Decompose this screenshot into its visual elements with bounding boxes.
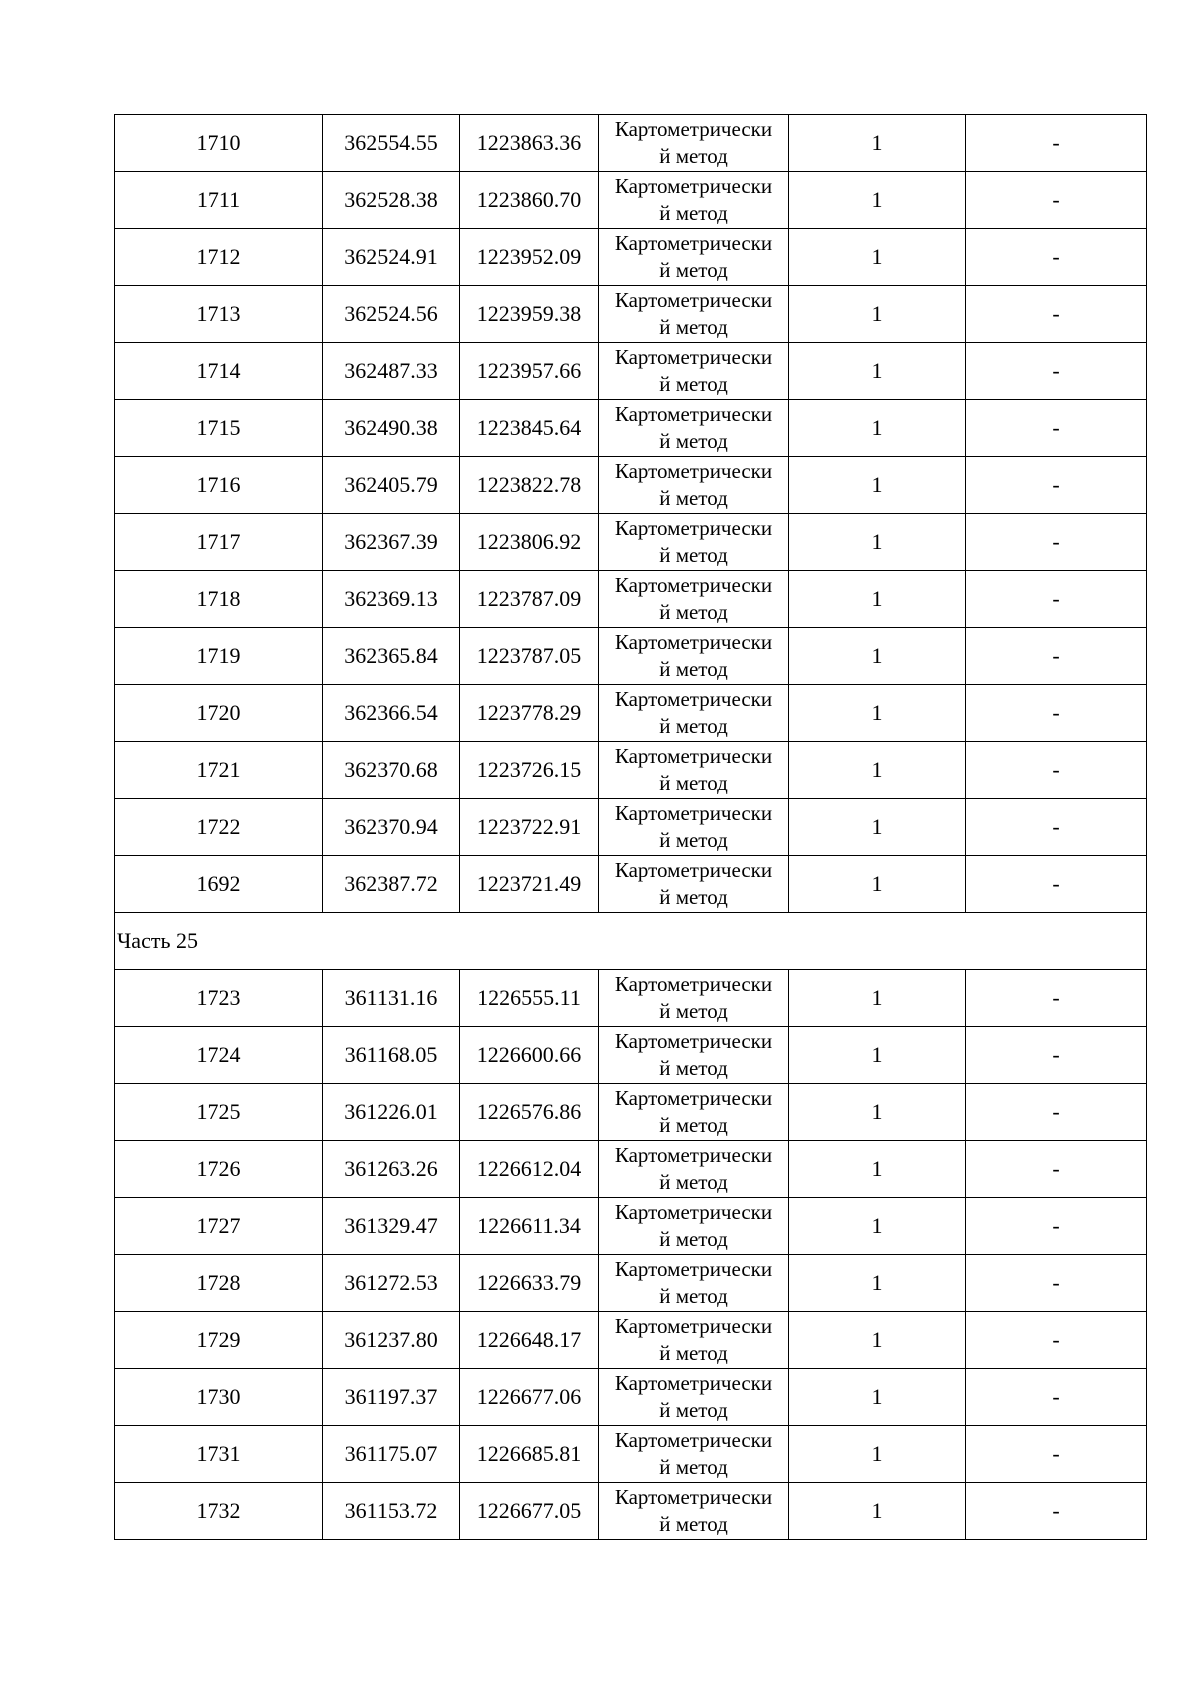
table-row [115,1255,1147,1312]
y-coordinate-cell: 1223952.09 [460,229,599,286]
y-coordinate-cell: 1226576.86 [460,1084,599,1141]
y-coordinate-cell: 1223726.15 [460,742,599,799]
accuracy-cell: 1 [789,229,966,286]
method-cell [599,1426,789,1483]
method-text-line-2: й метод [659,144,728,168]
method-text-line-1: Картометрически [614,231,773,255]
x-coordinate-cell: 362487.33 [323,343,460,400]
method-text-line-1: Картометрически [614,516,773,540]
x-coordinate-cell: 361131.16 [323,970,460,1027]
accuracy-cell: 1 [789,172,966,229]
note-cell: - [966,856,1147,913]
x-coordinate-cell: 362387.72 [323,856,460,913]
method-text-line-2: й метод [659,1170,728,1194]
accuracy-cell: 1 [789,286,966,343]
x-coordinate-cell: 361263.26 [323,1141,460,1198]
method-text-line-2: й метод [659,315,728,339]
x-coordinate-cell: 362369.13 [323,571,460,628]
x-coordinate-cell: 361237.80 [323,1312,460,1369]
note-cell: - [966,1369,1147,1426]
method-text-line-2: й метод [659,1113,728,1137]
point-id-cell: 1727 [115,1198,323,1255]
note-cell: - [966,1255,1147,1312]
method-cell [599,514,789,571]
y-coordinate-cell: 1226648.17 [460,1312,599,1369]
method-cell [599,1084,789,1141]
point-id-cell: 1710 [115,115,323,172]
method-text-line-1: Картометрически [614,858,773,882]
method-text-line-1: Картометрически [614,288,773,312]
note-cell: - [966,115,1147,172]
x-coordinate-cell: 362370.94 [323,799,460,856]
note-cell: - [966,628,1147,685]
point-id-cell: 1713 [115,286,323,343]
method-text-line-1: Картометрически [614,117,773,141]
method-cell [599,1141,789,1198]
table-row [115,685,1147,742]
y-coordinate-cell: 1223860.70 [460,172,599,229]
method-text-line-1: Картометрически [614,573,773,597]
method-cell [599,1027,789,1084]
x-coordinate-cell: 362524.56 [323,286,460,343]
point-id-cell: 1721 [115,742,323,799]
method-text-line-2: й метод [659,1284,728,1308]
note-cell: - [966,685,1147,742]
accuracy-cell: 1 [789,742,966,799]
x-coordinate-cell: 361329.47 [323,1198,460,1255]
method-text-line-2: й метод [659,885,728,909]
method-text-line-2: й метод [659,828,728,852]
y-coordinate-cell: 1223845.64 [460,400,599,457]
accuracy-cell: 1 [789,1426,966,1483]
method-cell [599,115,789,172]
x-coordinate-cell: 362524.91 [323,229,460,286]
method-text-line-1: Картометрически [614,1314,773,1338]
accuracy-cell: 1 [789,856,966,913]
method-cell [599,172,789,229]
x-coordinate-cell: 361153.72 [323,1483,460,1540]
method-cell [599,970,789,1027]
accuracy-cell: 1 [789,457,966,514]
method-cell [599,628,789,685]
accuracy-cell: 1 [789,115,966,172]
method-cell [599,856,789,913]
accuracy-cell: 1 [789,799,966,856]
accuracy-cell: 1 [789,685,966,742]
accuracy-cell: 1 [789,628,966,685]
x-coordinate-cell: 362367.39 [323,514,460,571]
table-row [115,1198,1147,1255]
method-cell [599,343,789,400]
table-row [115,343,1147,400]
method-text-line-1: Картометрически [614,972,773,996]
method-text-line-1: Картометрически [614,1086,773,1110]
note-cell: - [966,400,1147,457]
table-row [115,514,1147,571]
point-id-cell: 1729 [115,1312,323,1369]
method-text-line-1: Картометрически [614,1485,773,1509]
method-cell [599,1312,789,1369]
accuracy-cell: 1 [789,571,966,628]
point-id-cell: 1723 [115,970,323,1027]
y-coordinate-cell: 1223806.92 [460,514,599,571]
table-row [115,286,1147,343]
method-text-line-2: й метод [659,1512,728,1536]
point-id-cell: 1722 [115,799,323,856]
method-text-line-1: Картометрически [614,1029,773,1053]
x-coordinate-cell: 361197.37 [323,1369,460,1426]
method-cell [599,229,789,286]
y-coordinate-cell: 1226612.04 [460,1141,599,1198]
method-text-line-1: Картометрически [614,1257,773,1281]
method-text-line-2: й метод [659,486,728,510]
method-text-line-2: й метод [659,1056,728,1080]
y-coordinate-cell: 1223721.49 [460,856,599,913]
point-id-cell: 1725 [115,1084,323,1141]
point-id-cell: 1711 [115,172,323,229]
point-id-cell: 1712 [115,229,323,286]
note-cell: - [966,742,1147,799]
note-cell: - [966,514,1147,571]
method-cell [599,457,789,514]
point-id-cell: 1728 [115,1255,323,1312]
x-coordinate-cell: 362405.79 [323,457,460,514]
table-row [115,1027,1147,1084]
table-row [115,1141,1147,1198]
table-row [115,1312,1147,1369]
method-text-line-1: Картометрически [614,174,773,198]
coordinates-table [114,114,1147,1540]
method-text-line-1: Картометрически [614,402,773,426]
point-id-cell: 1719 [115,628,323,685]
method-text-line-2: й метод [659,600,728,624]
note-cell: - [966,172,1147,229]
y-coordinate-cell: 1226685.81 [460,1426,599,1483]
method-text-line-2: й метод [659,1227,728,1251]
method-text-line-2: й метод [659,771,728,795]
table-row [115,229,1147,286]
x-coordinate-cell: 362490.38 [323,400,460,457]
x-coordinate-cell: 362365.84 [323,628,460,685]
note-cell: - [966,457,1147,514]
section-row [115,913,1147,970]
method-text-line-2: й метод [659,714,728,738]
point-id-cell: 1732 [115,1483,323,1540]
method-text-line-2: й метод [659,543,728,567]
method-cell [599,1255,789,1312]
x-coordinate-cell: 362370.68 [323,742,460,799]
note-cell: - [966,970,1147,1027]
table-row [115,1369,1147,1426]
method-text-line-1: Картометрически [614,345,773,369]
point-id-cell: 1726 [115,1141,323,1198]
table-row [115,628,1147,685]
y-coordinate-cell: 1223863.36 [460,115,599,172]
accuracy-cell: 1 [789,1198,966,1255]
x-coordinate-cell: 361226.01 [323,1084,460,1141]
method-text-line-2: й метод [659,1398,728,1422]
point-id-cell: 1724 [115,1027,323,1084]
note-cell: - [966,571,1147,628]
y-coordinate-cell: 1223959.38 [460,286,599,343]
method-cell [599,571,789,628]
x-coordinate-cell: 362528.38 [323,172,460,229]
accuracy-cell: 1 [789,1255,966,1312]
accuracy-cell: 1 [789,1312,966,1369]
method-cell [599,685,789,742]
note-cell: - [966,343,1147,400]
point-id-cell: 1715 [115,400,323,457]
y-coordinate-cell: 1223778.29 [460,685,599,742]
method-cell [599,1483,789,1540]
method-cell [599,286,789,343]
x-coordinate-cell: 361168.05 [323,1027,460,1084]
coordinates-table-body [115,115,1147,1540]
method-text-line-1: Картометрически [614,1143,773,1167]
method-cell [599,1198,789,1255]
accuracy-cell: 1 [789,1027,966,1084]
accuracy-cell: 1 [789,400,966,457]
table-row [115,799,1147,856]
note-cell: - [966,1027,1147,1084]
method-cell [599,400,789,457]
method-text-line-1: Картометрически [614,1371,773,1395]
table-row [115,571,1147,628]
table-row [115,400,1147,457]
y-coordinate-cell: 1226677.05 [460,1483,599,1540]
note-cell: - [966,229,1147,286]
y-coordinate-cell: 1226677.06 [460,1369,599,1426]
table-row [115,172,1147,229]
accuracy-cell: 1 [789,1084,966,1141]
note-cell: - [966,1141,1147,1198]
method-text-line-1: Картометрически [614,1428,773,1452]
y-coordinate-cell: 1223787.05 [460,628,599,685]
note-cell: - [966,1198,1147,1255]
method-text-line-1: Картометрически [614,687,773,711]
x-coordinate-cell: 362554.55 [323,115,460,172]
note-cell: - [966,286,1147,343]
method-text-line-1: Картометрически [614,1200,773,1224]
point-id-cell: 1716 [115,457,323,514]
note-cell: - [966,1312,1147,1369]
accuracy-cell: 1 [789,1369,966,1426]
table-row [115,1483,1147,1540]
method-text-line-2: й метод [659,429,728,453]
x-coordinate-cell: 361175.07 [323,1426,460,1483]
note-cell: - [966,1483,1147,1540]
method-text-line-1: Картометрически [614,801,773,825]
y-coordinate-cell: 1223957.66 [460,343,599,400]
table-row [115,970,1147,1027]
note-cell: - [966,1426,1147,1483]
method-text-line-2: й метод [659,1341,728,1365]
method-text-line-2: й метод [659,372,728,396]
method-cell [599,799,789,856]
method-text-line-2: й метод [659,1455,728,1479]
method-text-line-1: Картометрически [614,630,773,654]
point-id-cell: 1720 [115,685,323,742]
method-text-line-2: й метод [659,657,728,681]
point-id-cell: 1714 [115,343,323,400]
y-coordinate-cell: 1226600.66 [460,1027,599,1084]
x-coordinate-cell: 362366.54 [323,685,460,742]
method-cell [599,1369,789,1426]
accuracy-cell: 1 [789,970,966,1027]
method-text-line-1: Картометрически [614,459,773,483]
accuracy-cell: 1 [789,1483,966,1540]
table-row [115,115,1147,172]
point-id-cell: 1731 [115,1426,323,1483]
table-row [115,1084,1147,1141]
section-label: Часть 25 [115,913,1147,970]
point-id-cell: 1692 [115,856,323,913]
accuracy-cell: 1 [789,514,966,571]
y-coordinate-cell: 1226633.79 [460,1255,599,1312]
accuracy-cell: 1 [789,343,966,400]
y-coordinate-cell: 1223787.09 [460,571,599,628]
note-cell: - [966,1084,1147,1141]
method-text-line-2: й метод [659,258,728,282]
y-coordinate-cell: 1223722.91 [460,799,599,856]
accuracy-cell: 1 [789,1141,966,1198]
x-coordinate-cell: 361272.53 [323,1255,460,1312]
method-cell [599,742,789,799]
table-row [115,742,1147,799]
point-id-cell: 1730 [115,1369,323,1426]
y-coordinate-cell: 1226611.34 [460,1198,599,1255]
table-row [115,1426,1147,1483]
y-coordinate-cell: 1223822.78 [460,457,599,514]
method-text-line-2: й метод [659,999,728,1023]
point-id-cell: 1718 [115,571,323,628]
method-text-line-1: Картометрически [614,744,773,768]
table-row [115,457,1147,514]
y-coordinate-cell: 1226555.11 [460,970,599,1027]
method-text-line-2: й метод [659,201,728,225]
table-row [115,856,1147,913]
note-cell: - [966,799,1147,856]
point-id-cell: 1717 [115,514,323,571]
